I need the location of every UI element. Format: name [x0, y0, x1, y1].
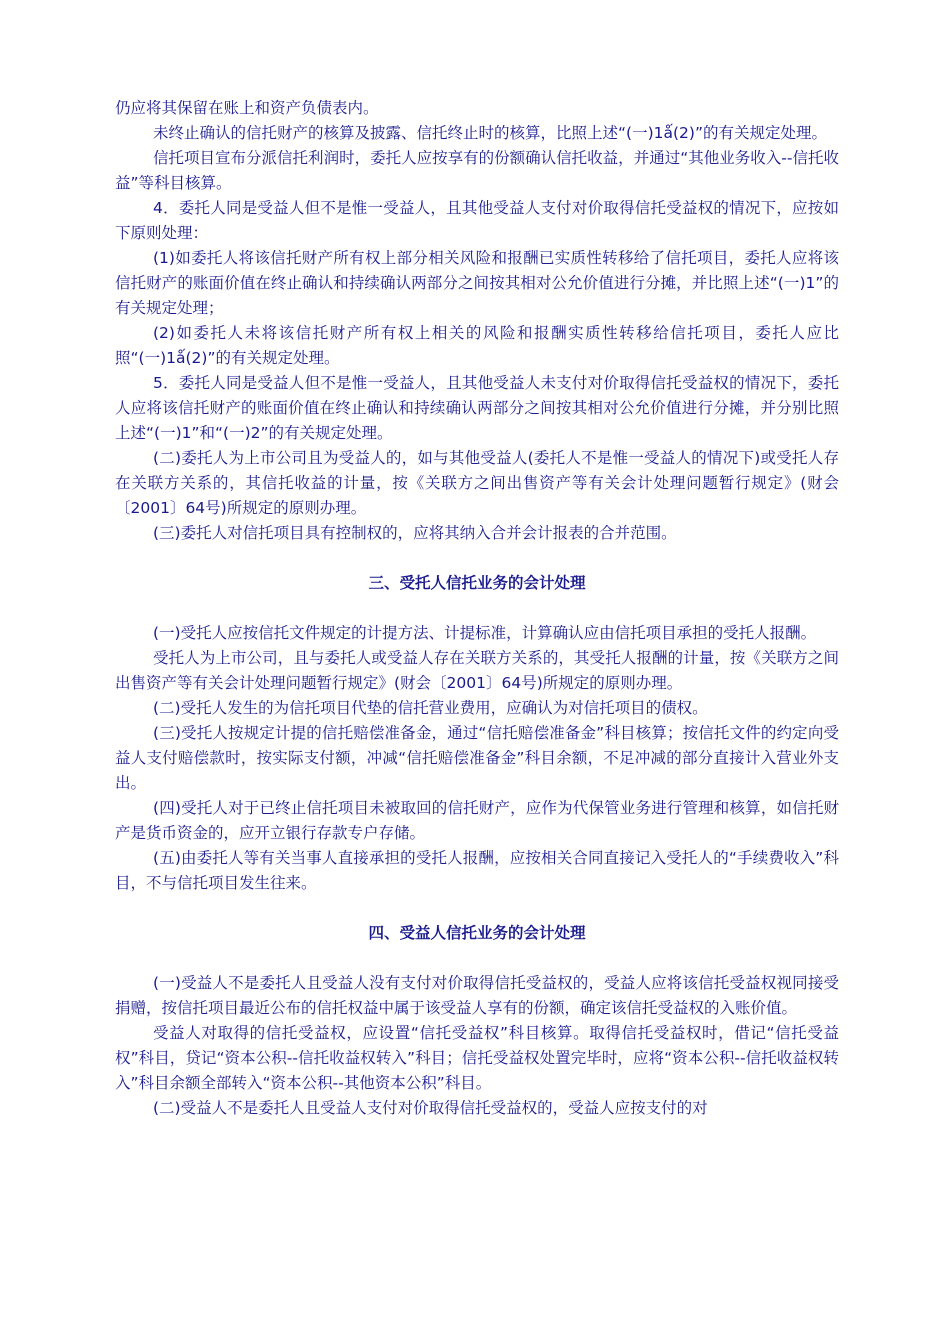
paragraph: 4．委托人同是受益人但不是惟一受益人，且其他受益人支付对价取得信托受益权的情况下，应按如下原则处理：: [115, 199, 839, 242]
paragraph: (二)委托人为上市公司且为受益人的，如与其他受益人(委托人不是惟一受益人的情况下)或受托人存在关联方关系的，其信托收益的计量，按《关联方之间出售资产等有关会计处理问题暂行规定》(财会〔2001〕64号)所规定的原则办理。: [115, 449, 839, 517]
paragraph: 受托人为上市公司，且与委托人或受益人存在关联方关系的，其受托人报酬的计量，按《关联方之间出售资产等有关会计处理问题暂行规定》(财会〔2001〕64号)所规定的原则办理。: [115, 649, 839, 692]
paragraph: (1)如委托人将该信托财产所有权上部分相关风险和报酬已实质性转移给了信托项目，委托人应将该信托财产的账面价值在终止确认和持续确认两部分之间按其相对公允价值进行分摊，并比照上述“(一)1”的有关规定处理；: [115, 249, 839, 317]
paragraph: (三)委托人对信托项目具有控制权的，应将其纳入合并会计报表的合并范围。: [153, 524, 677, 542]
paragraph: 仍应将其保留在账上和资产负债表内。: [115, 99, 379, 117]
paragraph: 5．委托人同是受益人但不是惟一受益人，且其他受益人未支付对价取得信托受益权的情况下，委托人应将该信托财产的账面价值在终止确认和持续确认两部分之间按其相对公允价值进行分摊，并分别比照上述“(一)1”和“(一)2”的有关规定处理。: [115, 374, 839, 442]
paragraph: (三)受托人按规定计提的信托赔偿准备金，通过“信托赔偿准备金”科目核算；按信托文件的约定向受益人支付赔偿款时，按实际支付额，冲减“信托赔偿准备金”科目余额，不足冲减的部分直接计入营业外支出。: [115, 724, 839, 792]
paragraph: 未终止确认的信托财产的核算及披露、信托终止时的核算，比照上述“(一)1ǻ(2)”的有关规定处理。: [153, 124, 827, 142]
paragraph: (二)受托人发生的为信托项目代垫的信托营业费用，应确认为对信托项目的债权。: [153, 699, 708, 717]
section-heading: 三、受托人信托业务的会计处理: [368, 574, 586, 592]
paragraph: 受益人对取得的信托受益权，应设置“信托受益权”科目核算。取得信托受益权时，借记“信托受益权”科目，贷记“资本公积--信托收益权转入”科目；信托受益权处置完毕时，应将“资本公积--信托收益权转入”科目余额全部转入“资本公积--其他资本公积”科目。: [115, 1024, 839, 1092]
paragraph: (二)受益人不是委托人且受益人支付对价取得信托受益权的，受益人应按支付的对: [153, 1099, 708, 1117]
paragraph: 信托项目宣布分派信托利润时，委托人应按享有的份额确认信托收益，并通过“其他业务收入--信托收益”等科目核算。: [115, 149, 839, 192]
section-heading: 四、受益人信托业务的会计处理: [368, 924, 586, 942]
paragraph: (2)如委托人未将该信托财产所有权上相关的风险和报酬实质性转移给信托项目，委托人应比照“(一)1ǻ(2)”的有关规定处理。: [115, 324, 839, 367]
paragraph: (一)受益人不是委托人且受益人没有支付对价取得信托受益权的，受益人应将该信托受益权视同接受捐赠，按信托项目最近公布的信托权益中属于该受益人享有的份额，确定该信托受益权的入账价值。: [115, 974, 839, 1017]
paragraph: (五)由委托人等有关当事人直接承担的受托人报酬，应按相关合同直接记入受托人的“手续费收入”科目，不与信托项目发生往来。: [115, 849, 839, 892]
document-page: [115, 96, 839, 1121]
paragraph: (一)受托人应按信托文件规定的计提方法、计提标准，计算确认应由信托项目承担的受托人报酬。: [153, 624, 817, 642]
paragraph: (四)受托人对于已终止信托项目未被取回的信托财产，应作为代保管业务进行管理和核算，如信托财产是货币资金的，应开立银行存款专户存储。: [115, 799, 839, 842]
